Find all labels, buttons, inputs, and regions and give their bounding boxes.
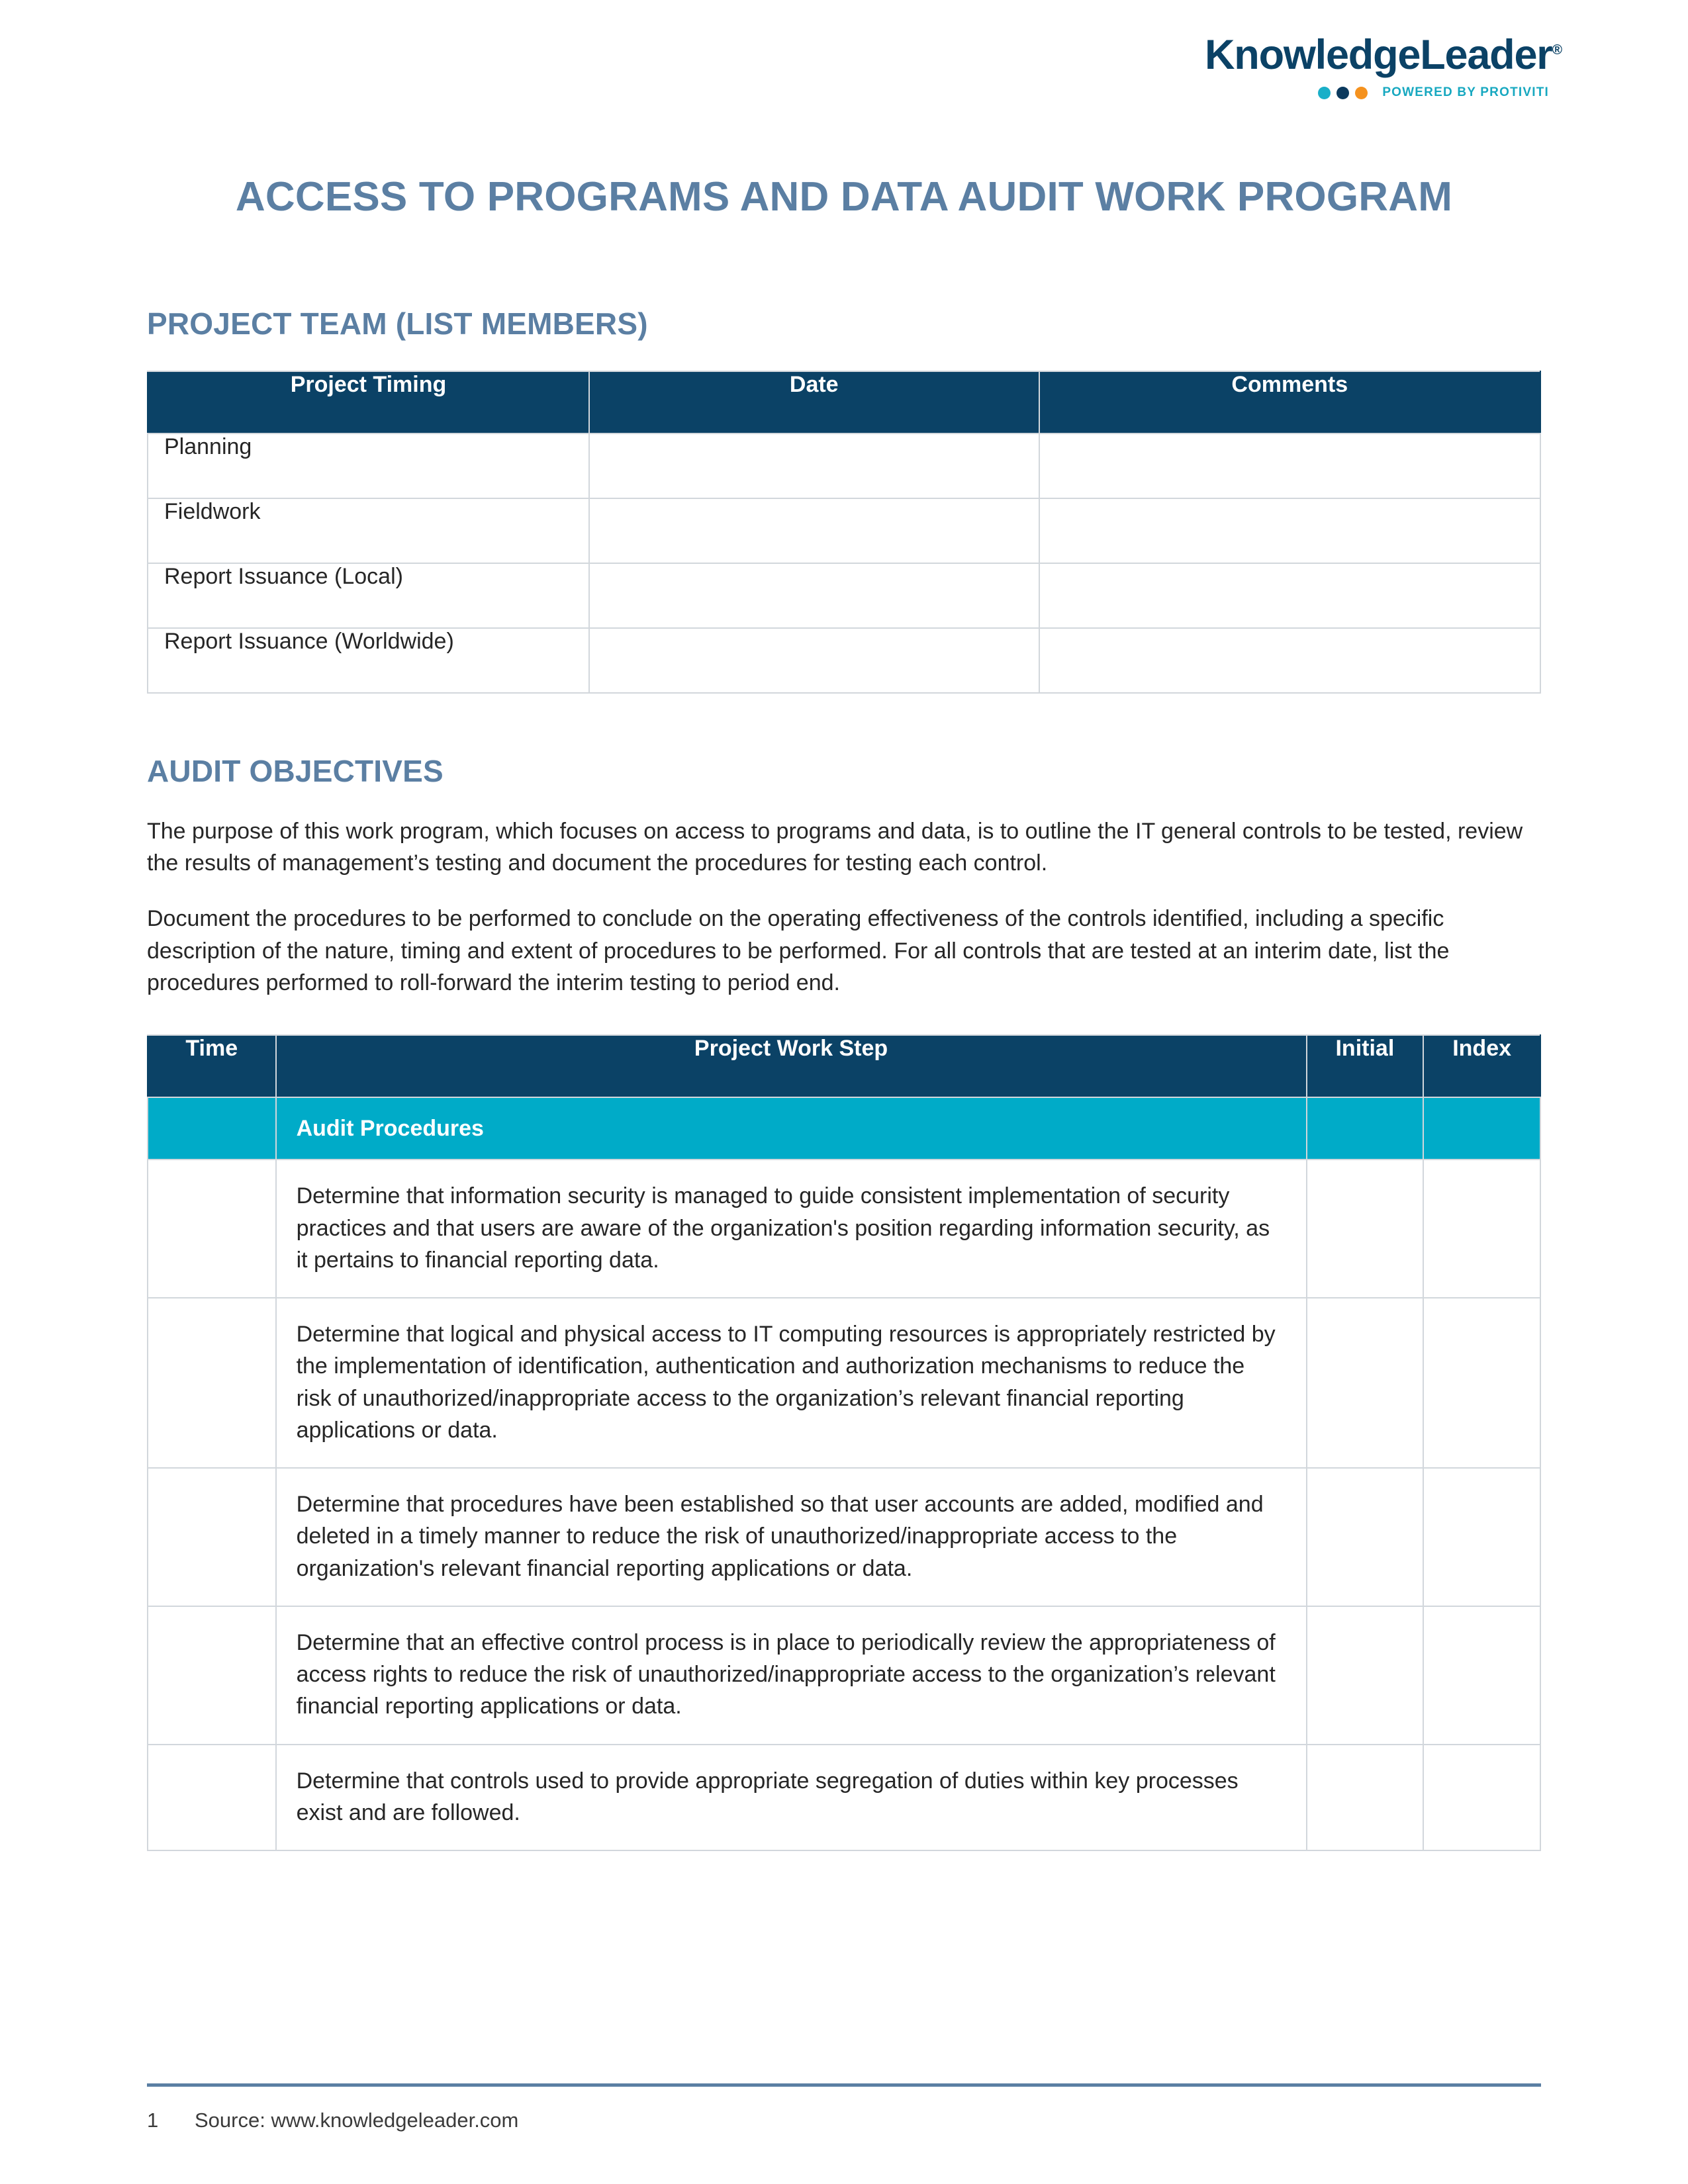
cell-initial[interactable] (1307, 1745, 1424, 1851)
cell-time[interactable] (148, 1745, 276, 1851)
table-row (148, 628, 1540, 693)
cell-project-timing: Planning (148, 433, 589, 498)
page-title: ACCESS TO PROGRAMS AND DATA AUDIT WORK PROGRAM (235, 174, 1453, 220)
cell-date[interactable] (589, 563, 1039, 628)
section-heading-project-team: PROJECT TEAM (LIST MEMBERS) (147, 306, 648, 341)
cell-work-step: Determine that an effective control process is in place to periodically review the appropriateness of access rights to reduce the risk of unauthorized/inappropriate access to the organization’s relevant financial reporting applications or data. (276, 1606, 1307, 1745)
table-row (148, 1745, 1540, 1851)
audit-objectives-paragraph-2: Document the procedures to be performed to conclude on the operating effectiveness of the controls identified, including a specific description of the nature, timing and extent of procedures to be performed. For all controls that are tested at an interim date, list the procedures performed to roll-forward the interim testing to period end. (147, 906, 1450, 995)
table-row (148, 1298, 1540, 1468)
table-row (148, 1468, 1540, 1606)
column-header-date: Date (589, 371, 1039, 433)
cell-index[interactable] (1423, 1298, 1540, 1468)
table-header-row (148, 371, 1540, 433)
column-header-time: Time (148, 1035, 276, 1097)
column-header-project-work-step: Project Work Step (276, 1035, 1307, 1097)
section-row-index-cell (1423, 1097, 1540, 1160)
cell-time[interactable] (148, 1606, 276, 1745)
cell-initial[interactable] (1307, 1468, 1424, 1606)
footer-page-number: 1 (147, 2109, 159, 2132)
table-row (148, 498, 1540, 563)
cell-comments[interactable] (1039, 563, 1540, 628)
section-heading-audit-objectives: AUDIT OBJECTIVES (147, 753, 444, 788)
footer-divider (147, 2083, 1541, 2087)
cell-time[interactable] (148, 1468, 276, 1606)
document-body (147, 0, 1541, 1851)
column-header-comments: Comments (1039, 371, 1540, 433)
cell-date[interactable] (589, 628, 1039, 693)
work-program-table (147, 1034, 1541, 1851)
cell-work-step: Determine that information security is managed to guide consistent implementation of security practices and that users are aware of the organization's position regarding information security, as it pertains to financial reporting data. (276, 1160, 1307, 1298)
project-timing-table (147, 371, 1541, 694)
cell-comments[interactable] (1039, 498, 1540, 563)
cell-time[interactable] (148, 1298, 276, 1468)
section-row-audit-procedures (148, 1097, 1540, 1160)
table-row (148, 1606, 1540, 1745)
footer-source: Source: www.knowledgeleader.com (195, 2109, 519, 2132)
page-footer (147, 2109, 518, 2132)
cell-time[interactable] (148, 1160, 276, 1298)
column-header-index: Index (1423, 1035, 1540, 1097)
cell-initial[interactable] (1307, 1606, 1424, 1745)
section-row-initial-cell (1307, 1097, 1424, 1160)
section-row-time-cell (148, 1097, 276, 1160)
cell-project-timing: Fieldwork (148, 498, 589, 563)
cell-date[interactable] (589, 498, 1039, 563)
section-row-label: Audit Procedures (276, 1097, 1307, 1160)
cell-project-timing: Report Issuance (Local) (148, 563, 589, 628)
cell-index[interactable] (1423, 1745, 1540, 1851)
registered-trademark-icon: ® (1552, 42, 1562, 58)
table-row (148, 1160, 1540, 1298)
column-header-project-timing: Project Timing (148, 371, 589, 433)
table-row (148, 563, 1540, 628)
cell-index[interactable] (1423, 1160, 1540, 1298)
cell-comments[interactable] (1039, 433, 1540, 498)
logo-powered-by-text: POWERED BY PROTIVITI (1382, 85, 1549, 99)
cell-comments[interactable] (1039, 628, 1540, 693)
cell-index[interactable] (1423, 1606, 1540, 1745)
table-row (148, 433, 1540, 498)
column-header-initial: Initial (1307, 1035, 1424, 1097)
cell-work-step: Determine that procedures have been established so that user accounts are added, modified and deleted in a timely manner to reduce the risk of unauthorized/inappropriate access to the organization's relevant financial reporting applications or data. (276, 1468, 1307, 1606)
cell-initial[interactable] (1307, 1160, 1424, 1298)
cell-index[interactable] (1423, 1468, 1540, 1606)
audit-objectives-paragraph-1: The purpose of this work program, which focuses on access to programs and data, is to outline the IT general controls to be tested, review the results of management’s testing and document the procedures for testing each control. (147, 818, 1523, 876)
table-header-row (148, 1035, 1540, 1097)
cell-date[interactable] (589, 433, 1039, 498)
cell-project-timing: Report Issuance (Worldwide) (148, 628, 589, 693)
cell-initial[interactable] (1307, 1298, 1424, 1468)
logo-wordmark-text: KnowledgeLeader (1205, 32, 1552, 78)
cell-work-step: Determine that controls used to provide appropriate segregation of duties within key processes exist and are followed. (276, 1745, 1307, 1851)
cell-work-step: Determine that logical and physical access to IT computing resources is appropriately restricted by the implementation of identification, authentication and authorization mechanisms to reduce the risk of unauthorized/inappropriate access to the organization’s relevant financial reporting applications or data. (276, 1298, 1307, 1468)
